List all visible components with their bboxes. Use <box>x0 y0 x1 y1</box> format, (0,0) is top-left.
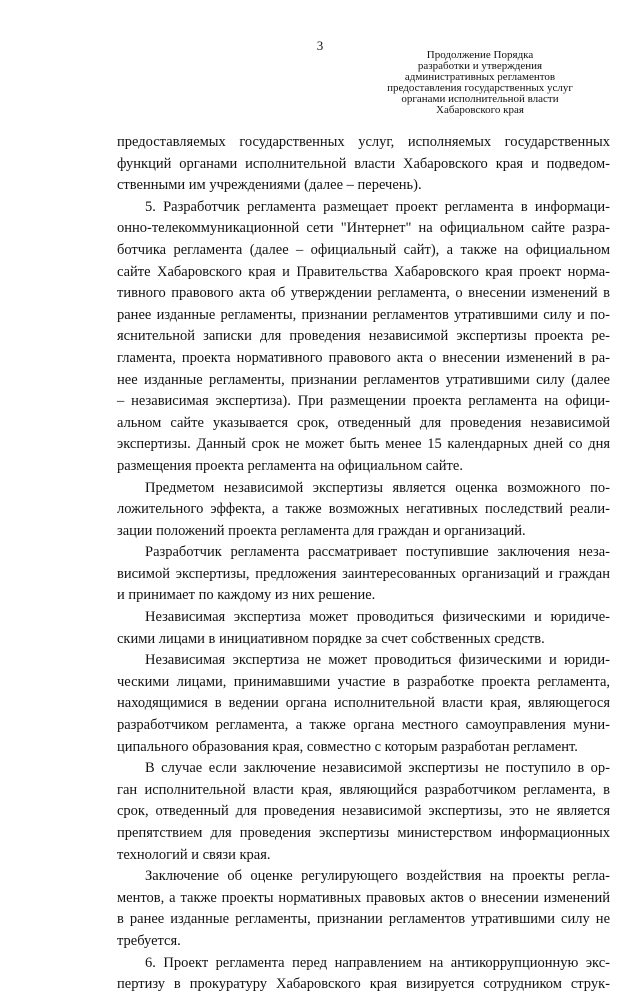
text-line: находящимися в ведении органа исполнительной власти края, являющегося <box>117 695 610 712</box>
text-line: альном сайте указывается срок, отведенный для проведения независимой <box>117 414 610 431</box>
header-line: разработки и утверждения <box>417 60 543 72</box>
text-line: пертизу в прокуратуру Хабаровского края визируется сотрудником струк- <box>117 976 610 993</box>
text-line: Независимая экспертиза может проводиться физическими и юридиче- <box>145 609 610 626</box>
text-line: в ранее изданные регламенты, признании регламентов утратившими силу не <box>117 911 610 928</box>
text-line: 6. Проект регламента перед направлением на антикоррупционную экс- <box>145 954 610 971</box>
header-reference <box>380 50 580 116</box>
text-line: экспертизы. Данный срок не может быть менее 15 календарных дней со дня <box>117 436 610 453</box>
header-line: Хабаровского края <box>436 104 524 116</box>
text-line: требуется. <box>117 932 181 949</box>
header-line: предоставления государственных услуг <box>387 82 573 94</box>
header-line: органами исполнительной власти <box>401 93 559 105</box>
page-number: 3 <box>316 38 324 53</box>
text-line: зации положений проекта регламента для граждан и организаций. <box>117 522 526 539</box>
text-line: срок, отведенный для проведения независимой экспертизы, это не является <box>117 803 610 820</box>
text-line: Предметом независимой экспертизы является оценка возможного по- <box>145 479 610 496</box>
text-line: гламента, проекта нормативного правового акта о внесении изменений в ра- <box>117 349 610 366</box>
text-line: предоставляемых государственных услуг, исполняемых государственных <box>117 134 610 150</box>
text-line: Заключение об оценке регулирующего воздействия на проекты регла- <box>145 868 610 885</box>
text-line: Независимая экспертиза не может проводиться физическими и юриди- <box>145 652 610 669</box>
text-line: онно-телекоммуникационной сети "Интернет" на официальном сайте разра- <box>117 220 610 237</box>
text-line: препятствием для проведения экспертизы министерством информационных <box>117 825 610 841</box>
text-line: ложительного эффекта, а также возможных негативных последствий реали- <box>117 501 610 518</box>
text-line: разработчиком регламента, а также органа местного самоуправления муни- <box>117 717 610 734</box>
text-line: ственными им учреждениями (далее – перечень). <box>117 177 422 194</box>
text-line: технологий и связи края. <box>117 846 271 863</box>
text-line: висимой экспертизы, предложения заинтересованных организаций и граждан <box>117 565 610 582</box>
text-line: размещения проекта регламента на официальном сайте. <box>117 457 463 474</box>
text-line: тивного правового акта об утверждении регламента, о внесении изменений в <box>117 285 610 302</box>
text-line: Разработчик регламента рассматривает поступившие заключения неза- <box>145 544 610 561</box>
text-line: ческими лицами, принимавшими участие в разработке проекта регламента, <box>117 673 610 690</box>
text-line: ботчика регламента (далее – официальный сайт), а также на официальном <box>117 241 610 258</box>
text-line: – независимая экспертиза). При размещении проекта регламента на офици- <box>117 393 610 410</box>
text-line: скими лицами в инициативном порядке за счет собственных средств. <box>117 630 545 647</box>
text-line: ган исполнительной власти края, являющийся разработчиком регламента, в <box>117 781 610 798</box>
text-line: сайте Хабаровского края и Правительства Хабаровского края проект норма- <box>117 263 610 280</box>
text-line: В случае если заключение независимой экспертизы не поступило в ор- <box>145 760 610 777</box>
text-line: ранее изданные регламенты, признании регламентов утратившими силу и по- <box>117 306 610 323</box>
text-line: и принимает по каждому из них решение. <box>117 587 376 604</box>
text-line: яснительной записки для проведения независимой экспертизы проекта ре- <box>117 328 610 345</box>
text-line: ментов, а также проекты нормативных правовых актов о внесении изменений <box>117 889 610 906</box>
text-line: 5. Разработчик регламента размещает проект регламента в информаци- <box>145 198 610 215</box>
text-line: ципального образования края, совместно с которым разработан регламент. <box>117 738 578 755</box>
body-text <box>117 132 610 996</box>
header-line: административных регламентов <box>404 71 556 83</box>
header-line: Продолжение Порядка <box>426 49 534 61</box>
text-line: функций органами исполнительной власти Хабаровского края и подведом- <box>117 155 610 172</box>
text-line: нее изданные регламенты, признании регламентов утратившими силу (далее <box>117 371 610 388</box>
